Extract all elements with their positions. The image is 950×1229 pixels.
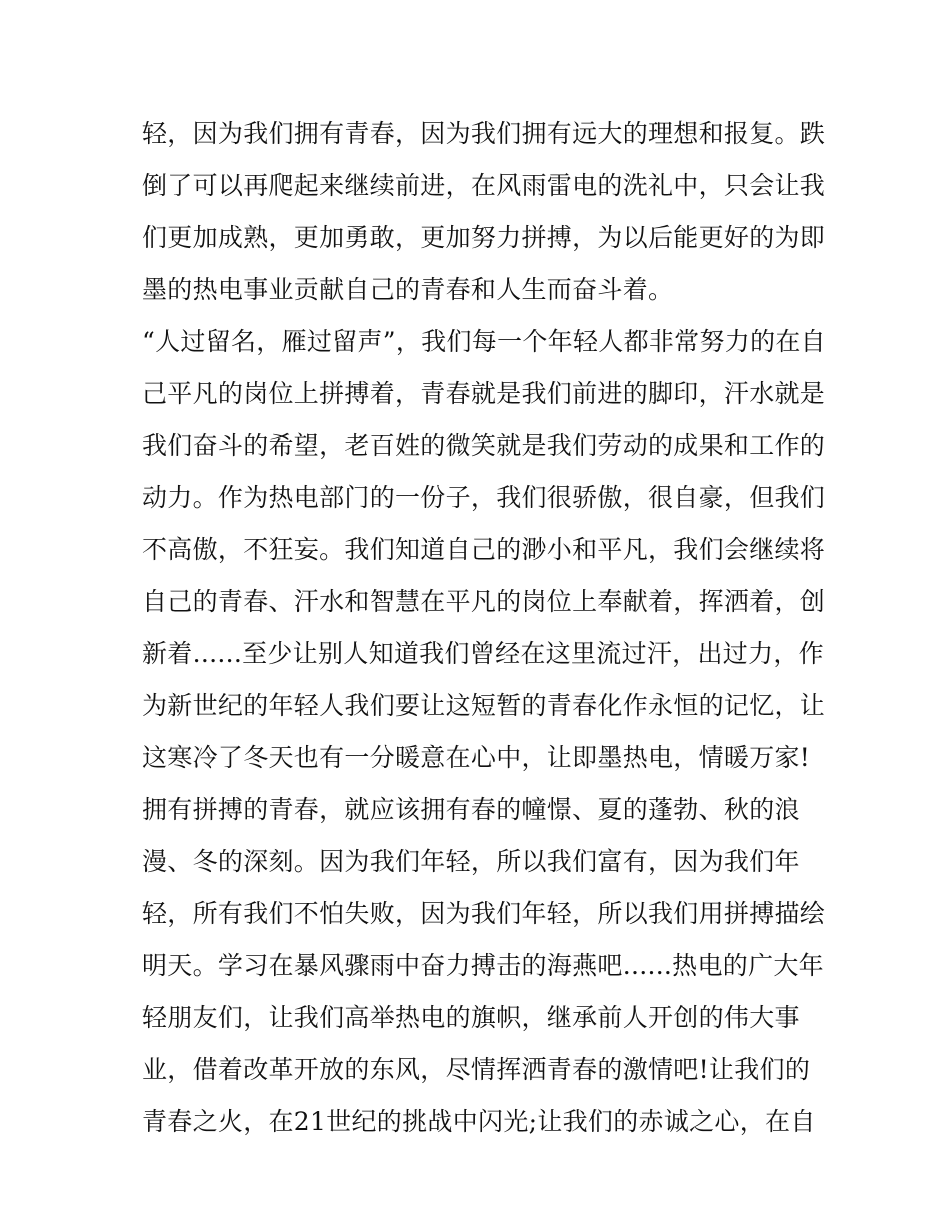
text-line-8: 动力。作为热电部门的一份子，我们很骄傲，很自豪，但我们 bbox=[142, 483, 826, 512]
text-line-2: 倒了可以再爬起来继续前进，在风雨雷电的洗礼中，只会让我 bbox=[142, 171, 826, 200]
text-line-3: 们更加成熟，更加勇敢，更加努力拼搏，为以后能更好的为即 bbox=[142, 223, 826, 252]
text-line-10: 自己的青春、汗水和智慧在平凡的岗位上奉献着，挥洒着，创 bbox=[142, 587, 826, 616]
text-line-13: 这寒冷了冬天也有一分暖意在心中，让即墨热电，情暖万家! bbox=[142, 743, 811, 772]
text-line-12: 为新世纪的年轻人我们要让这短暂的青春化作永恒的记忆，让 bbox=[142, 691, 826, 720]
text-line-7: 我们奋斗的希望，老百姓的微笑就是我们劳动的成果和工作的 bbox=[142, 431, 826, 460]
text-line-14: 拥有拼搏的青春，就应该拥有春的幢憬、夏的蓬勃、秋的浪 bbox=[142, 795, 800, 824]
text-line-11: 新着......至少让别人知道我们曾经在这里流过汗，出过力，作 bbox=[142, 639, 824, 668]
text-line-20: 青春之火，在21世纪的挑战中闪光;让我们的赤诚之心，在自 bbox=[142, 1107, 816, 1136]
text-line-18: 轻朋友们，让我们高举热电的旗帜，继承前人开创的伟大事 bbox=[142, 1003, 800, 1032]
text-line-9: 不高傲，不狂妄。我们知道自己的渺小和平凡，我们会继续将 bbox=[142, 535, 826, 564]
text-line-5: “人过留名，雁过留声”，我们每一个年轻人都非常努力的在自 bbox=[142, 327, 826, 356]
text-line-17: 明天。学习在暴风骤雨中奋力搏击的海燕吧......热电的广大年 bbox=[142, 951, 824, 980]
text-line-6: 己平凡的岗位上拼搏着，青春就是我们前进的脚印，汗水就是 bbox=[142, 379, 826, 408]
text-line-1: 轻，因为我们拥有青春，因为我们拥有远大的理想和报复。跌 bbox=[142, 119, 826, 148]
body-text bbox=[142, 108, 826, 1148]
text-line-4: 墨的热电事业贡献自己的青春和人生而奋斗着。 bbox=[142, 275, 674, 304]
text-line-15: 漫、冬的深刻。因为我们年轻，所以我们富有，因为我们年 bbox=[142, 847, 800, 876]
text-line-19: 业，借着改革开放的东风，尽情挥洒青春的激情吧!让我们的 bbox=[142, 1055, 811, 1084]
text-line-16: 轻，所有我们不怕失败，因为我们年轻，所以我们用拼搏描绘 bbox=[142, 899, 826, 928]
